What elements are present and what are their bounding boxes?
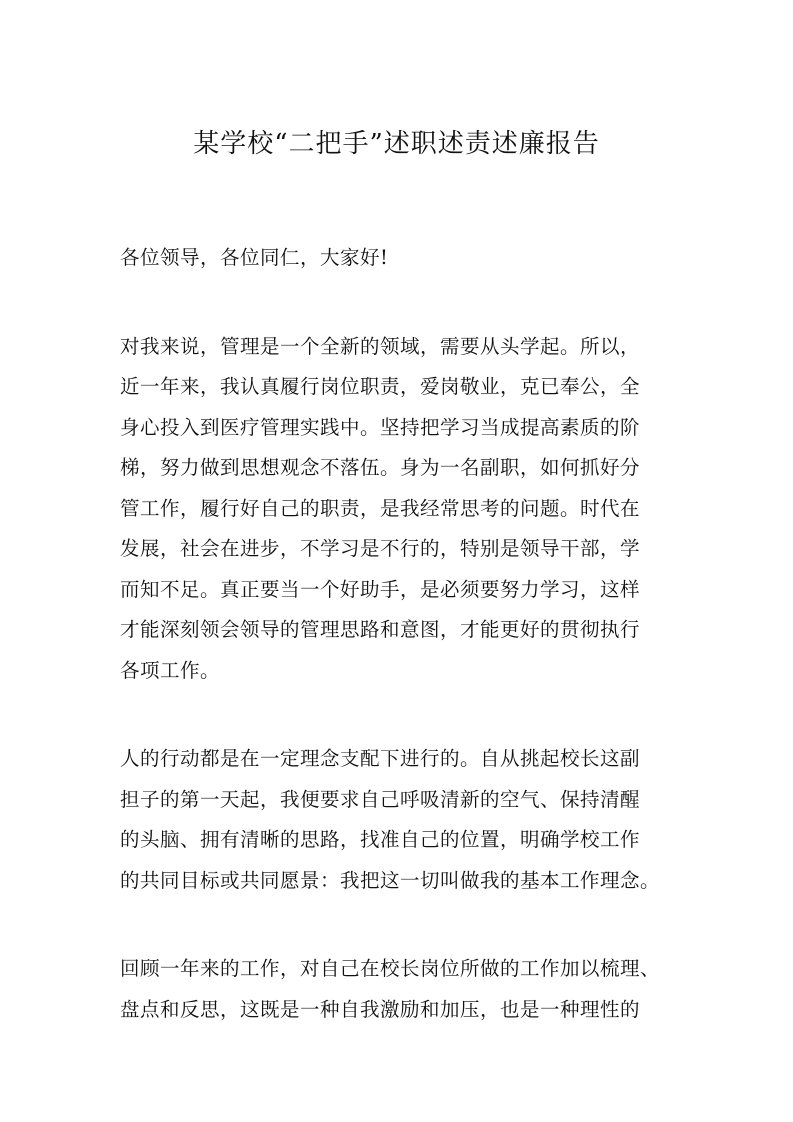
text-line: 近一年来，我认真履行岗位职责，爱岗敬业，克已奉公，全 (120, 375, 641, 398)
text-line: 各位领导，各位同仁，大家好! (120, 246, 389, 269)
text-line: 的头脑、拥有清晰的思路，找准自己的位置，明确学校工作 (120, 828, 641, 851)
text-line: 各项工作。 (120, 658, 221, 682)
document-body (120, 238, 700, 1078)
text-line: 身心投入到医疗管理实践中。坚持把学习当成提高素质的阶 (120, 415, 641, 439)
paragraph-greeting (120, 238, 700, 279)
document-title: 某学校“二把手”述职述责述廉报告 (193, 129, 600, 159)
paragraph-review (120, 949, 700, 1030)
text-line: 担子的第一天起，我便要求自己呼吸清新的空气、保持清醒 (120, 787, 641, 811)
text-line: 管工作，履行好自己的职责，是我经常思考的问题。时代在 (120, 496, 641, 520)
text-line: 梯，努力做到思想观念不落伍。身为一名副职，如何抓好分 (120, 456, 641, 479)
text-line: 才能深刻领会领导的管理思路和意图，才能更好的贯彻执行 (120, 618, 641, 641)
text-line: 而知不足。真正要当一个好助手，是必须要努力学习，这样 (120, 577, 641, 601)
text-line: 人的行动都是在一定理念支配下进行的。自从挑起校长这副 (120, 747, 641, 770)
text-line: 盘点和反思，这既是一种自我激励和加压，也是一种理性的 (120, 997, 641, 1021)
text-line: 对我来说，管理是一个全新的领域，需要从头学起。所以， (120, 334, 641, 358)
paragraph-work-philosophy (120, 739, 700, 901)
text-line: 的共同目标或共同愿景：我把这一切叫做我的基本工作理念。 (120, 868, 661, 892)
paragraph-learning (120, 327, 700, 692)
text-line: 回顾一年来的工作，对自己在校长岗位所做的工作加以梳理、 (120, 957, 661, 980)
text-line: 发展，社会在进步，不学习是不行的，特别是领导干部，学 (120, 537, 641, 560)
